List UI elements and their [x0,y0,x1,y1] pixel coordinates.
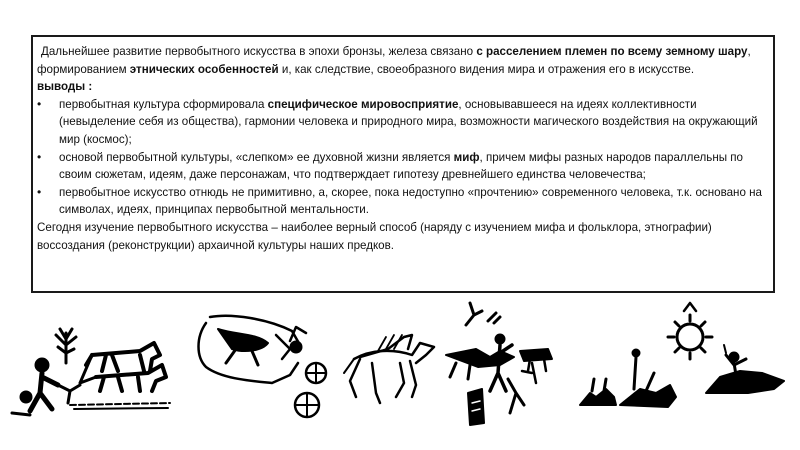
rock-art-horse [344,335,434,403]
conclusion-text: основой первобытной культуры, «слепком» ее духовной жизни является [59,150,454,164]
conclusion-text: , основывавшееся на идеях коллективности (невыделение себя из общества), гармонии человека и природного мира, возможности магического воздействия на окружающий мир (космос); [59,97,758,146]
closing-paragraph: Сегодня изучение первобытного искусства – наиболее верный способ (наряду с изучением мифа и фольклора, этнографии) воссоздания (реконструкции) архаичной культуры наших предков. [37,220,712,252]
intro-text-3: и, как следствие, своеобразного видения мира и отражения его в искусстве. [278,62,695,76]
rock-art-rider-and-sun-wheels [199,316,327,417]
intro-paragraph [37,43,767,78]
conclusions-list [37,96,767,219]
intro-text-1: Дальнейшее развитие первобытного искусства в эпохи бронзы, железа связано [41,45,477,58]
conclusion-bold: специфическое мировосприятие [267,97,459,111]
intro-bold-2: этнических особенностей [129,62,279,76]
conclusion-text: первобытная культура сформировала [59,97,268,111]
conclusions-label: выводы : [37,80,93,94]
rock-art-hunt-with-figures [446,303,552,425]
petroglyph-strip [0,293,800,450]
text-box [31,35,775,293]
rock-art-boats-and-sun [580,303,784,407]
intro-bold-1: с расселением племен по всему земному шару [476,45,748,58]
conclusion-text: , причем мифы разных народов параллельны по своим сюжетам, идеям, даже персонажам, что подтверждает гипотезу древнейшего единства человечества; [59,150,744,182]
conclusion-item [37,149,767,184]
conclusion-bold: миф [453,150,480,164]
conclusion-item [37,96,767,149]
rock-art-plowing-scene [12,329,170,415]
conclusion-item [37,184,767,219]
conclusion-text: первобытное искусство отнюдь не примитивно, а, скорее, пока недоступно «прочтению» современного человека, т.к. основано на символах, идеях, принципах первобытной ментальности. [59,185,762,217]
intro-text-2: , формированием [37,45,751,76]
